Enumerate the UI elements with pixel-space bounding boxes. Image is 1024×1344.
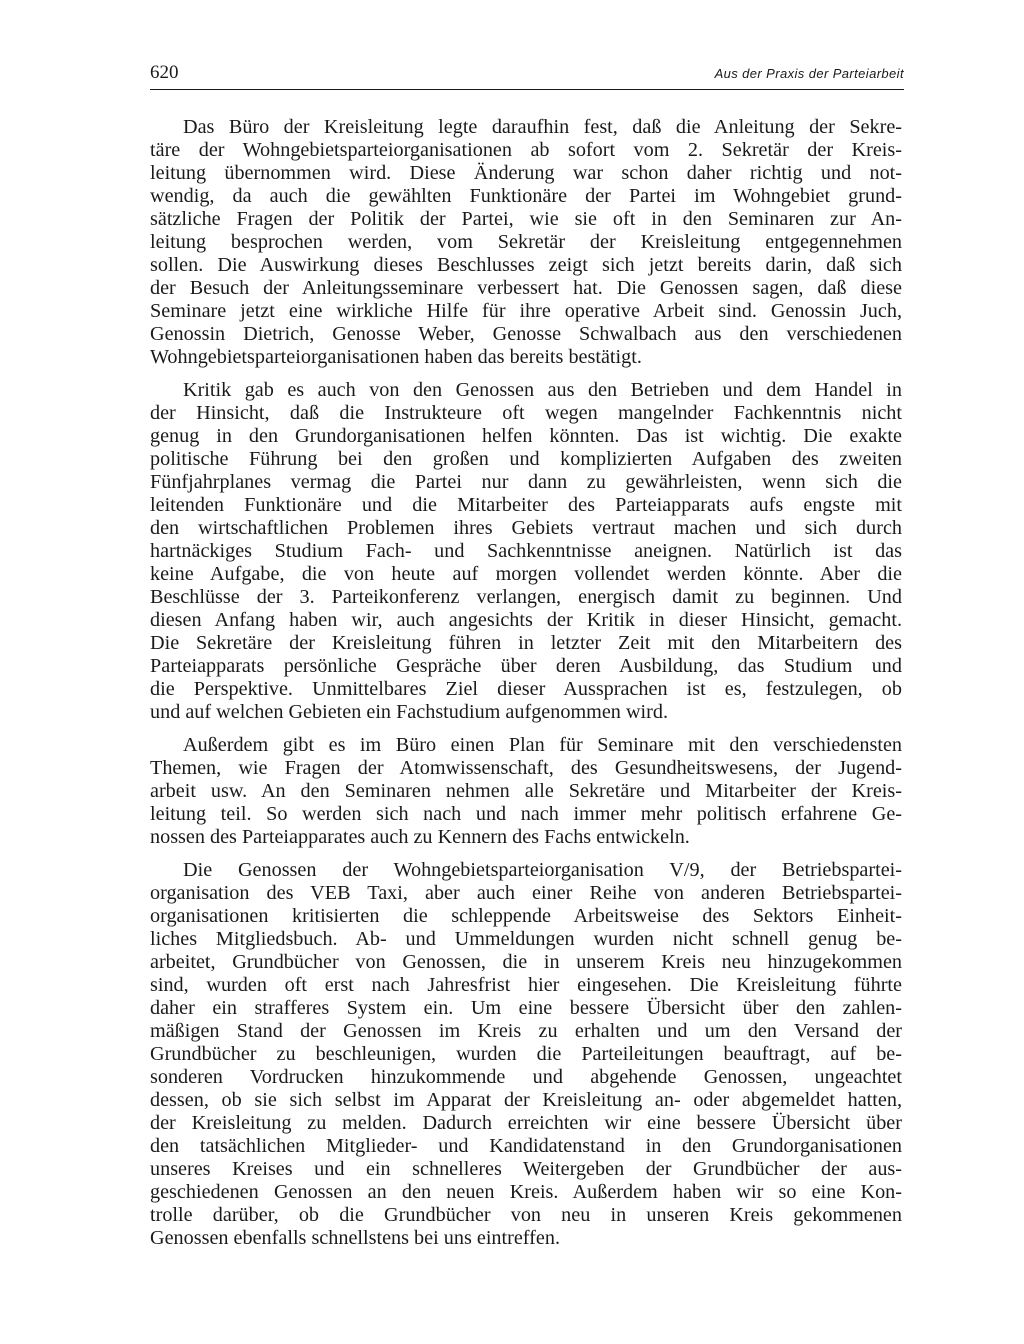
text-line: trolle darüber, ob die Grundbücher von neu in unseren Kreis gekommenen [150, 1204, 902, 1226]
text-line: liches Mitgliedsbuch. Ab- und Ummeldungen wurden nicht schnell genug be- [150, 928, 902, 950]
text-line: und auf welchen Gebieten ein Fachstudium aufgenommen wird. [150, 701, 668, 723]
text-line: Genossin Dietrich, Genosse Weber, Genosse Schwalbach aus den verschiedenen [150, 323, 902, 345]
text-line: Die Sekretäre der Kreisleitung führen in letzter Zeit mit den Mitarbeitern des [150, 632, 902, 654]
text-line: Kritik gab es auch von den Genossen aus den Betrieben und dem Handel in [183, 379, 902, 401]
paragraph-2 [150, 379, 902, 724]
text-line: arbeit usw. An den Seminaren nehmen alle Sekretäre und Mitarbeiter der Kreis- [150, 780, 902, 802]
page-number: 620 [150, 62, 179, 83]
text-line: organisation des VEB Taxi, aber auch einer Reihe von anderen Betriebspartei- [150, 882, 902, 904]
text-line: nossen des Parteiapparates auch zu Kennern des Fachs entwickeln. [150, 826, 690, 848]
text-line: die Perspektive. Unmittelbares Ziel dieser Aussprachen ist es, festzulegen, ob [150, 678, 902, 700]
text-line: Themen, wie Fragen der Atomwissenschaft, des Gesundheitswesens, der Jugend- [150, 757, 902, 779]
text-line: Außerdem gibt es im Büro einen Plan für Seminare mit den verschiedensten [183, 734, 902, 756]
header-rule [150, 89, 904, 90]
text-line: der Kreisleitung zu melden. Dadurch erreichten wir eine bessere Übersicht über [150, 1112, 902, 1134]
text-line: der Besuch der Anleitungsseminare verbessert hat. Die Genossen sagen, daß diese [150, 277, 902, 299]
text-line: diesen Anfang haben wir, auch angesichts der Kritik in dieser Hinsicht, gemacht. [150, 609, 902, 631]
text-line: dessen, ob sie sich selbst im Apparat der Kreisleitung an- oder abgemeldet hatten, [150, 1089, 902, 1111]
text-line: Beschlüsse der 3. Parteikonferenz verlangen, energisch damit zu beginnen. Und [150, 586, 902, 608]
text-line: der Hinsicht, daß die Instrukteure oft wegen mangelnder Fachkenntnis nicht [150, 402, 902, 424]
running-title: Aus der Praxis der Parteiarbeit [714, 66, 904, 81]
text-line: genug in den Grundorganisationen helfen könnten. Das ist wichtig. Die exakte [150, 425, 902, 447]
text-line: Grundbücher zu beschleunigen, wurden die Parteileitungen beauftragt, auf be- [150, 1043, 902, 1065]
paragraph-1 [150, 116, 902, 369]
text-line: hartnäckiges Studium Fach- und Sachkenntnisse aneignen. Natürlich ist das [150, 540, 902, 562]
text-line: geschiedenen Genossen an den neuen Kreis. Außerdem haben wir so eine Kon- [150, 1181, 902, 1203]
text-line: Fünfjahrplanes vermag die Partei nur dann zu gewährleisten, wenn sich die [150, 471, 902, 493]
text-line: politische Führung bei den großen und komplizierten Aufgaben des zweiten [150, 448, 902, 470]
text-line: organisationen kritisierten die schleppende Arbeitsweise des Sektors Einheit- [150, 905, 902, 927]
text-line: den tatsächlichen Mitglieder- und Kandidatenstand in den Grundorganisationen [150, 1135, 902, 1157]
text-line: Wohngebietsparteiorganisationen haben das bereits bestätigt. [150, 346, 642, 368]
text-line: daher ein strafferes System ein. Um eine bessere Übersicht über den zahlen- [150, 997, 902, 1019]
text-line: mäßigen Stand der Genossen im Kreis zu erhalten und um den Versand der [150, 1020, 902, 1042]
text-line: täre der Wohngebietsparteiorganisationen ab sofort vom 2. Sekretär der Kreis- [150, 139, 902, 161]
body-text [150, 116, 902, 1260]
text-line: unseres Kreises und ein schnelleres Weitergeben der Grundbücher der aus- [150, 1158, 902, 1180]
text-line: keine Aufgabe, die von heute auf morgen vollendet werden könnte. Aber die [150, 563, 902, 585]
text-line: sätzliche Fragen der Politik der Partei, wie sie oft in den Seminaren zur An- [150, 208, 902, 230]
text-line: wendig, da auch die gewählten Funktionäre der Partei im Wohngebiet grund- [150, 185, 902, 207]
text-line: Das Büro der Kreisleitung legte daraufhin fest, daß die Anleitung der Sekre- [183, 116, 902, 138]
paragraph-3 [150, 734, 902, 849]
text-line: leitung übernommen wird. Diese Änderung war schon daher richtig und not- [150, 162, 902, 184]
text-line: leitung teil. So werden sich nach und nach immer mehr politisch erfahrene Ge- [150, 803, 902, 825]
text-line: den wirtschaftlichen Problemen ihres Gebiets vertraut machen und sich durch [150, 517, 902, 539]
paragraph-4 [150, 859, 902, 1250]
page-header [150, 62, 904, 88]
text-line: Seminare jetzt eine wirkliche Hilfe für ihre operative Arbeit sind. Genossin Juch, [150, 300, 902, 322]
text-line: sonderen Vordrucken hinzukommende und abgehende Genossen, ungeachtet [150, 1066, 902, 1088]
text-line: leitenden Funktionäre und die Mitarbeiter des Parteiapparats aufs engste mit [150, 494, 902, 516]
text-line: sollen. Die Auswirkung dieses Beschlusses zeigt sich jetzt bereits darin, daß sich [150, 254, 902, 276]
text-line: leitung besprochen werden, vom Sekretär der Kreisleitung entgegennehmen [150, 231, 902, 253]
text-line: Die Genossen der Wohngebietsparteiorganisation V/9, der Betriebspartei- [183, 859, 902, 881]
text-line: sind, wurden oft erst nach Jahresfrist hier eingesehen. Die Kreisleitung führte [150, 974, 902, 996]
text-line: arbeitet, Grundbücher von Genossen, die in unserem Kreis neu hinzugekommen [150, 951, 902, 973]
text-line: Genossen ebenfalls schnellstens bei uns eintreffen. [150, 1227, 560, 1249]
text-line: Parteiapparats persönliche Gespräche über deren Ausbildung, das Studium und [150, 655, 902, 677]
